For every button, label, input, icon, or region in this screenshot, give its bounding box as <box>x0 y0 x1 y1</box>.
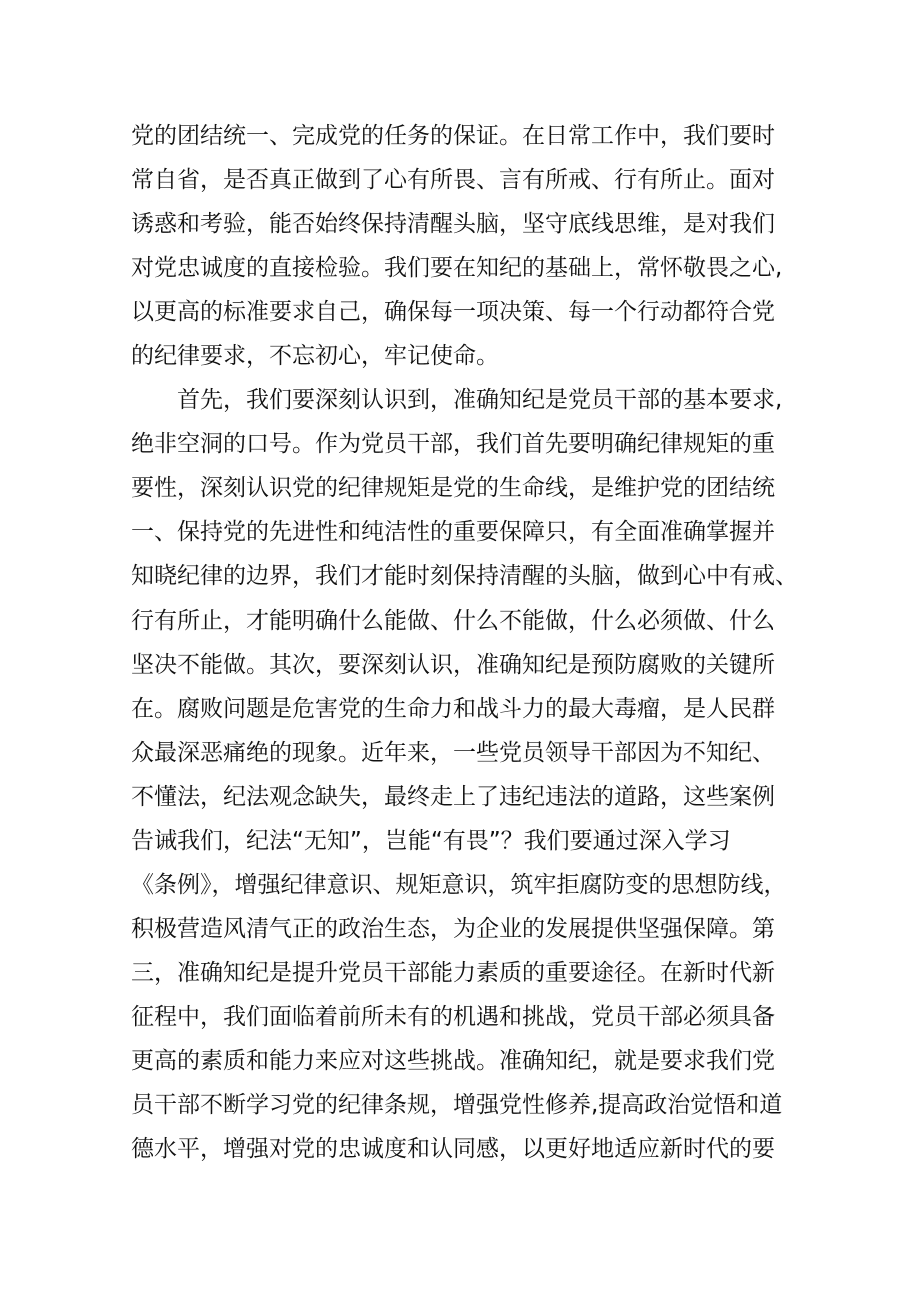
text-line: 德水平，增强对党的忠诚度和认同感，以更好地适应新时代的要 <box>131 1136 775 1163</box>
text-line: 员干部不断学习党的纪律条规，增强党性修养,提高政治觉悟和道 <box>131 1092 783 1119</box>
text-line: 对党忠诚度的直接检验。我们要在知纪的基础上，常怀敬畏之心, <box>131 255 783 282</box>
text-line: 三，准确知纪是提升党员干部能力素质的重要途径。在新时代新 <box>131 959 775 986</box>
text-line: 《条例》，增强纪律意识、规矩意识，筑牢拒腐防变的思想防线， <box>131 871 787 898</box>
body-text <box>131 114 811 1171</box>
text-line: 坚决不能做。其次，要深刻认识，准确知纪是预防腐败的关键所 <box>131 651 775 678</box>
text-line: 征程中，我们面临着前所未有的机遇和挑战，党员干部必须具备 <box>131 1003 775 1030</box>
text-line: 党的团结统一、完成党的任务的保证。在日常工作中，我们要时 <box>131 123 775 149</box>
text-line: 一、保持党的先进性和纯洁性的重要保障只，有全面准确掌握并 <box>131 519 775 546</box>
text-line: 知晓纪律的边界，我们才能时刻保持清醒的头脑，做到心中有戒、 <box>131 563 798 590</box>
text-line: 绝非空洞的口号。作为党员干部，我们首先要明确纪律规矩的重 <box>131 431 775 458</box>
text-line: 更高的素质和能力来应对这些挑战。准确知纪，就是要求我们党 <box>131 1047 775 1074</box>
text-line: 告诫我们，纪法“无知”，岂能“有畏”？我们要通过深入学习 <box>131 827 731 854</box>
text-line: 积极营造风清气正的政治生态，为企业的发展提供坚强保障。第 <box>131 915 775 942</box>
text-line: 在。腐败问题是危害党的生命力和战斗力的最大毒瘤，是人民群 <box>131 695 775 722</box>
text-line: 行有所止，才能明确什么能做、什么不能做，什么必须做、什么 <box>131 607 775 634</box>
text-line: 以更高的标准要求自己，确保每一项决策、每一个行动都符合党 <box>131 299 775 326</box>
text-line: 不懂法，纪法观念缺失，最终走上了违纪违法的道路，这些案例 <box>131 783 775 810</box>
text-line: 要性，深刻认识党的纪律规矩是党的生命线，是维护党的团结统 <box>131 475 775 502</box>
paragraph-start-line: 首先，我们要深刻认识到，准确知纪是党员干部的基本要求, <box>177 387 783 414</box>
text-line: 众最深恶痛绝的现象。近年来，一些党员领导干部因为不知纪、 <box>131 739 775 766</box>
text-line: 的纪律要求，不忘初心，牢记使命。 <box>131 343 499 370</box>
text-line: 常自省，是否真正做到了心有所畏、言有所戒、行有所止。面对 <box>131 167 775 194</box>
text-line: 诱惑和考验，能否始终保持清醒头脑，坚守底线思维，是对我们 <box>131 211 775 238</box>
